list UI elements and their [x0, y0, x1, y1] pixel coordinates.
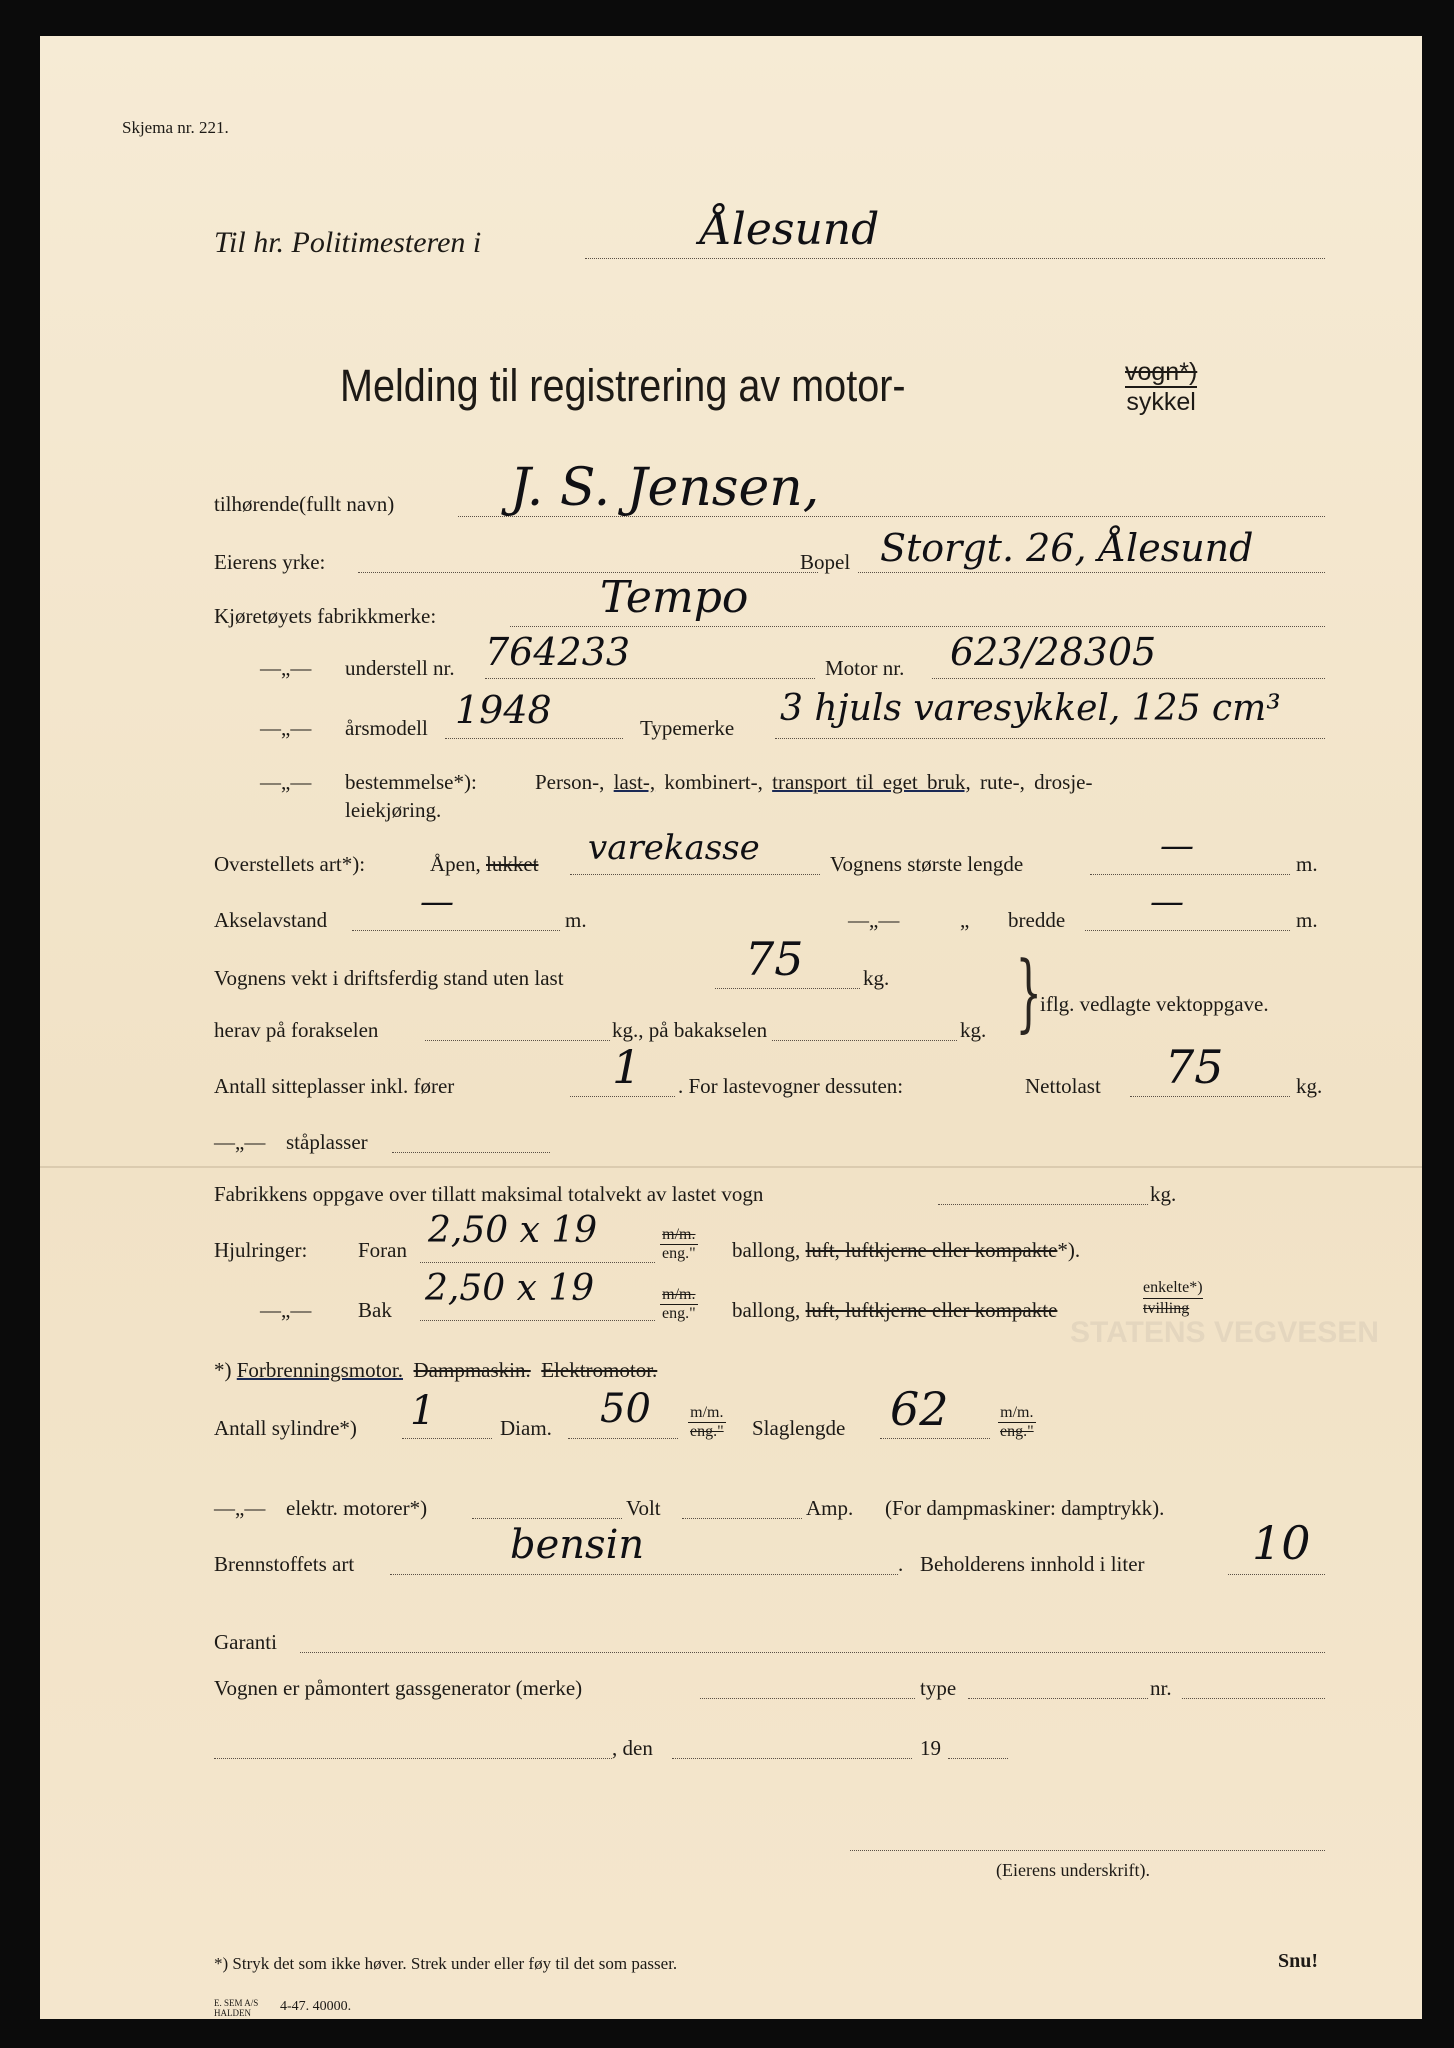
netto-label: Nettolast — [1025, 1074, 1101, 1098]
length-line — [1090, 874, 1290, 875]
amp-label: Amp. — [806, 1496, 854, 1520]
tank-line — [1228, 1574, 1325, 1575]
axle-line — [352, 930, 560, 931]
residence-label: Bopel — [800, 550, 851, 574]
type-value: 3 hjuls varesykkel, 125 cm³ — [780, 688, 1281, 729]
schema-number: Skjema nr. 221. — [122, 118, 229, 137]
front-axle-label: herav på forakselen — [214, 1018, 379, 1042]
rear-axle-unit: kg. — [960, 1018, 987, 1042]
tires-label: Hjulringer: — [214, 1238, 308, 1262]
chassis-value: 764233 — [485, 630, 631, 674]
purpose-rute: rute-, — [980, 770, 1025, 794]
volt-label: Volt — [626, 1496, 661, 1520]
motor-value: 623/28305 — [950, 630, 1157, 674]
weight-value: 75 — [745, 932, 804, 986]
seats-value: 1 — [612, 1040, 642, 1094]
netto-value: 75 — [1165, 1040, 1224, 1094]
seats-label: Antall sitteplasser inkl. fører — [214, 1074, 455, 1098]
title-vehicle-type — [1125, 358, 1197, 416]
purpose-drosje: drosje- — [1034, 770, 1093, 794]
make-label: Kjøretøyets fabrikkmerke: — [214, 604, 437, 628]
engine-combustion: Forbrenningsmotor. — [236, 1358, 403, 1382]
front-axle-line — [425, 1040, 610, 1041]
owner-line — [458, 516, 1325, 517]
diam-line — [568, 1438, 678, 1439]
gasgen-brand-line — [700, 1698, 915, 1699]
body-line — [570, 874, 820, 875]
gasgen-nr-line — [1182, 1698, 1325, 1699]
faint-stamp: STATENS VEGVESEN — [1070, 1316, 1379, 1349]
tires-rear-value: 2,50 x 19 — [425, 1268, 595, 1309]
cylinders-label: Antall sylindre*) — [214, 1416, 357, 1440]
cargo-label: . For lastevogner dessuten: — [678, 1074, 904, 1098]
motor-label: Motor nr. — [825, 656, 905, 680]
width-value: — — [1150, 882, 1184, 922]
ditto-mark: —„— — [260, 716, 312, 740]
signature-line — [850, 1850, 1325, 1851]
tires-front-label: Foran — [358, 1238, 407, 1262]
ditto-mark: —„— — [848, 908, 900, 932]
tires-rear-desc: ballong, luft, luftkjerne eller kompakte — [732, 1298, 1058, 1322]
date-den: , den — [612, 1736, 653, 1760]
tank-value: 10 — [1252, 1516, 1311, 1570]
stroke-label: Slaglengde — [752, 1416, 846, 1440]
tires-rear-unit: $\frac{m/m.}{\text{eng."}}$ — [662, 1286, 696, 1322]
stroke-value: 62 — [890, 1382, 949, 1436]
chassis-line — [485, 678, 815, 679]
width-unit: m. — [1296, 908, 1318, 932]
footer-note: *) Stryk det som ikke høver. Strek under eller føy til det som passer. — [214, 1954, 678, 1973]
addressee-label: Til hr. Politimesteren i — [214, 226, 482, 259]
max-weight-line — [938, 1204, 1148, 1205]
electric-label: elektr. motorer*) — [286, 1496, 428, 1520]
occupation-label: Eierens yrke: — [214, 550, 326, 574]
gasgen-type-label: type — [920, 1676, 957, 1700]
tires-front-desc: ballong, luft, luftkjerne eller kompakte*). — [732, 1238, 1081, 1262]
print-info: 4-47. 40000. — [280, 1999, 352, 2014]
weight-note: iflg. vedlagte vektoppgave. — [1040, 992, 1269, 1016]
rear-axle-line — [772, 1040, 957, 1041]
weight-brace: } — [1015, 943, 1043, 1041]
netto-line — [1130, 1096, 1290, 1097]
stroke-line — [880, 1438, 990, 1439]
title-sykkel: sykkel — [1126, 388, 1196, 416]
gasgen-label: Vognen er påmontert gassgenerator (merke) — [214, 1676, 583, 1700]
max-weight-unit: kg. — [1150, 1182, 1177, 1206]
length-value: — — [1160, 826, 1194, 866]
signature-label: (Eierens underskrift). — [996, 1860, 1150, 1880]
purpose-person: Person-, — [535, 770, 605, 794]
tires-front-unit: $\frac{m/m.}{\text{eng."}}$ — [662, 1226, 696, 1262]
year-value: 1948 — [455, 688, 552, 732]
body-label: Overstellets art*): — [214, 852, 366, 876]
body-options: Åpen, lukket — [430, 852, 539, 876]
warranty-line — [300, 1652, 1325, 1653]
diam-value: 50 — [600, 1386, 651, 1432]
steam-note: (For dampmaskiner: damptrykk). — [885, 1496, 1165, 1520]
fuel-dot: . — [898, 1552, 904, 1576]
year-label: årsmodell — [345, 716, 428, 740]
motor-line — [932, 678, 1325, 679]
purpose-last: last-, — [613, 770, 656, 794]
purpose-options — [535, 770, 1093, 795]
width-quote: „ — [960, 908, 970, 932]
gasgen-nr-label: nr. — [1150, 1676, 1172, 1700]
gasgen-type-line — [968, 1698, 1148, 1699]
tires-rear-label: Bak — [358, 1298, 392, 1322]
width-label: bredde — [1008, 908, 1066, 932]
seats-line — [570, 1096, 675, 1097]
ditto-mark: —„— — [260, 770, 312, 794]
chassis-label: understell nr. — [345, 656, 455, 680]
place-line — [214, 1758, 612, 1759]
form-title: Melding til registrering av motor- — [340, 360, 906, 411]
residence-value: Storgt. 26, Ålesund — [880, 526, 1254, 570]
tires-front-line — [420, 1262, 655, 1263]
date-line — [672, 1758, 912, 1759]
cylinders-line — [402, 1438, 492, 1439]
tank-label: Beholderens innhold i liter — [920, 1552, 1145, 1576]
standing-label: ståplasser — [286, 1130, 368, 1154]
max-weight-label: Fabrikkens oppgave over tillatt maksimal totalvekt av lastet vogn — [214, 1182, 764, 1206]
purpose-label: bestemmelse*): — [345, 770, 477, 794]
owner-value: J. S. Jensen, — [510, 458, 820, 518]
warranty-label: Garanti — [214, 1630, 277, 1654]
ditto-mark: —„— — [260, 656, 312, 680]
weight-unit: kg. — [863, 966, 890, 990]
ditto-mark: —„— — [260, 1298, 312, 1322]
diam-label: Diam. — [500, 1416, 552, 1440]
make-line — [510, 626, 1325, 627]
rear-axle-label: kg., på bakakselen — [612, 1018, 768, 1042]
turn-over: Snu! — [1278, 1950, 1319, 1972]
type-line — [775, 738, 1325, 739]
purpose-line2: leiekjøring. — [345, 798, 442, 822]
tires-rear-line — [420, 1320, 655, 1321]
fuel-label: Brennstoffets art — [214, 1552, 355, 1576]
axle-label: Akselavstand — [214, 908, 328, 932]
volt-line — [682, 1518, 802, 1519]
diam-unit: $\frac{m/m.}{\text{eng."}}$ — [690, 1404, 724, 1440]
axle-value: — — [420, 882, 454, 922]
width-line — [1085, 930, 1290, 931]
axle-unit: m. — [565, 908, 587, 932]
tires-front-value: 2,50 x 19 — [428, 1210, 598, 1251]
length-label: Vognens største lengde — [830, 852, 1024, 876]
date-19: 19 — [920, 1736, 941, 1760]
fuel-value: bensin — [510, 1522, 645, 1568]
owner-label: tilhørende(fullt navn) — [214, 492, 395, 516]
year-suffix-line — [948, 1758, 1008, 1759]
fold-line — [40, 1166, 1422, 1168]
weight-line — [715, 988, 860, 989]
printer-mark: E. SEM A/S HALDEN — [214, 1998, 259, 2018]
body-value: varekasse — [588, 828, 760, 868]
cylinders-value: 1 — [410, 1388, 436, 1434]
occupation-line — [358, 572, 818, 573]
stroke-unit: $\frac{m/m.}{\text{eng."}}$ — [1000, 1404, 1034, 1440]
addressee-value: Ålesund — [700, 204, 880, 255]
purpose-transport: transport til eget bruk, — [772, 770, 971, 794]
form-page — [40, 36, 1422, 2019]
year-line — [445, 738, 623, 739]
electric-line — [472, 1518, 622, 1519]
title-vogn: vogn*) — [1125, 358, 1198, 386]
length-unit: m. — [1296, 852, 1318, 876]
fuel-line — [390, 1574, 898, 1575]
residence-line — [858, 572, 1325, 573]
netto-unit: kg. — [1296, 1074, 1323, 1098]
standing-line — [392, 1152, 550, 1153]
ditto-mark: —„— — [214, 1130, 266, 1154]
type-label: Typemerke — [640, 716, 735, 740]
tires-rear-mount: enkelte*) tvilling — [1143, 1279, 1203, 1317]
ditto-mark: —„— — [214, 1496, 266, 1520]
weight-label: Vognens vekt i driftsferdig stand uten last — [214, 966, 564, 990]
purpose-kombinert: kombinert-, — [664, 770, 763, 794]
make-value: Tempo — [600, 572, 749, 623]
addressee-line — [585, 258, 1325, 259]
engine-row: *) Forbrenningsmotor. Dampmaskin. Elektromotor. — [214, 1358, 658, 1382]
